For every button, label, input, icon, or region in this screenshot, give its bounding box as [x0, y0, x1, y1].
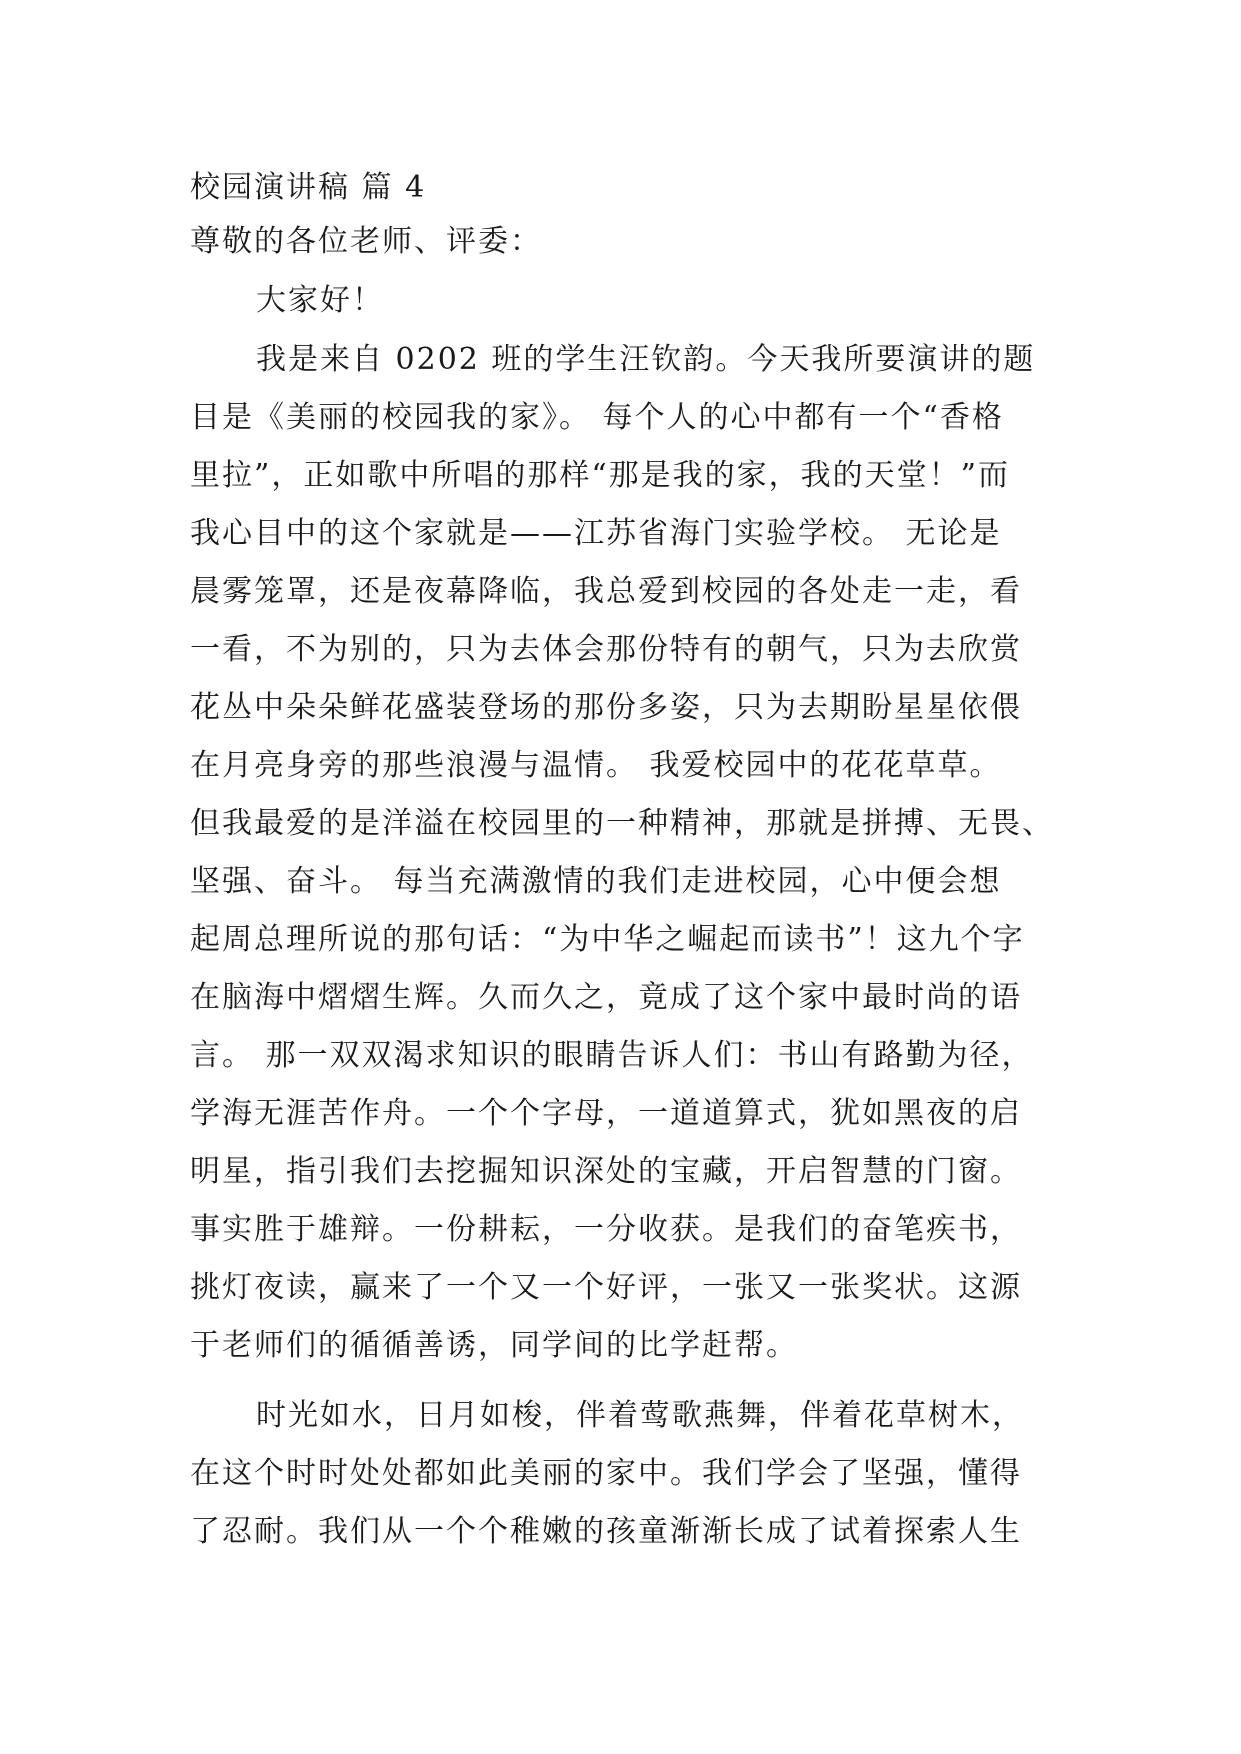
document-body [190, 163, 1056, 1561]
paragraph-line: 了忍耐。我们从一个个稚嫩的孩童渐渐长成了试着探索人生 [190, 1514, 1022, 1549]
paragraph-line: 一看，不为别的，只为去体会那份特有的朝气，只为去欣赏 [190, 632, 1022, 667]
paragraph-line: 在脑海中熠熠生辉。久而久之，竟成了这个家中最时尚的语 [190, 980, 1022, 1015]
paragraph-1 [190, 331, 1056, 1375]
paragraph-line: 学海无涯苦作舟。一个个字母，一道道算式，犹如黑夜的启 [190, 1096, 1022, 1131]
paragraph-line: 但我最爱的是洋溢在校园里的一种精神，那就是拼搏、无畏、 [190, 806, 1054, 841]
paragraph-line: 挑灯夜读，赢来了一个又一个好评，一张又一张奖状。这源 [190, 1270, 1022, 1305]
document-title: 校园演讲稿 篇 4 [190, 170, 427, 205]
paragraph-line: 时光如水，日月如梭，伴着莺歌燕舞，伴着花草树木， [256, 1398, 1024, 1433]
paragraph-spacer [190, 1375, 1056, 1387]
paragraph-line: 里拉”，正如歌中所唱的那样“那是我的家，我的天堂！”而 [190, 458, 1011, 493]
paragraph-line: 晨雾笼罩，还是夜幕降临，我总爱到校园的各处走一走，看 [190, 574, 1022, 609]
paragraph-line: 在月亮身旁的那些浪漫与温情。 我爱校园中的花花草草。 [190, 748, 1002, 783]
paragraph-line: 花丛中朵朵鲜花盛装登场的那份多姿，只为去期盼星星依偎 [190, 690, 1022, 725]
paragraph-line: 言。 那一双双渴求知识的眼睛告诉人们：书山有路勤为径， [190, 1038, 1034, 1073]
paragraph-line: 于老师们的循循善诱，同学间的比学赶帮。 [190, 1328, 798, 1363]
paragraph-line: 起周总理所说的那句话：“为中华之崛起而读书”！这九个字 [190, 922, 1025, 957]
paragraph-line: 明星，指引我们去挖掘知识深处的宝藏，开启智慧的门窗。 [190, 1154, 1022, 1189]
paragraph-line: 在这个时时处处都如此美丽的家中。我们学会了坚强，懂得 [190, 1456, 1022, 1491]
paragraph-line: 坚强、奋斗。 每当充满激情的我们走进校园，心中便会想 [190, 864, 1002, 899]
greeting: 大家好！ [256, 283, 384, 318]
paragraph-line: 我心目中的这个家就是——江苏省海门实验学校。 无论是 [190, 516, 1002, 551]
paragraph-2 [190, 1387, 1056, 1561]
salutation: 尊敬的各位老师、评委： [190, 224, 542, 259]
paragraph-line: 目是《美丽的校园我的家》。 每个人的心中都有一个“香格 [190, 400, 1004, 435]
paragraph-line: 事实胜于雄辩。一份耕耘，一分收获。是我们的奋笔疾书， [190, 1212, 1022, 1247]
paragraph-line: 我是来自 0202 班的学生汪钦韵。今天我所要演讲的题 [256, 342, 1036, 377]
